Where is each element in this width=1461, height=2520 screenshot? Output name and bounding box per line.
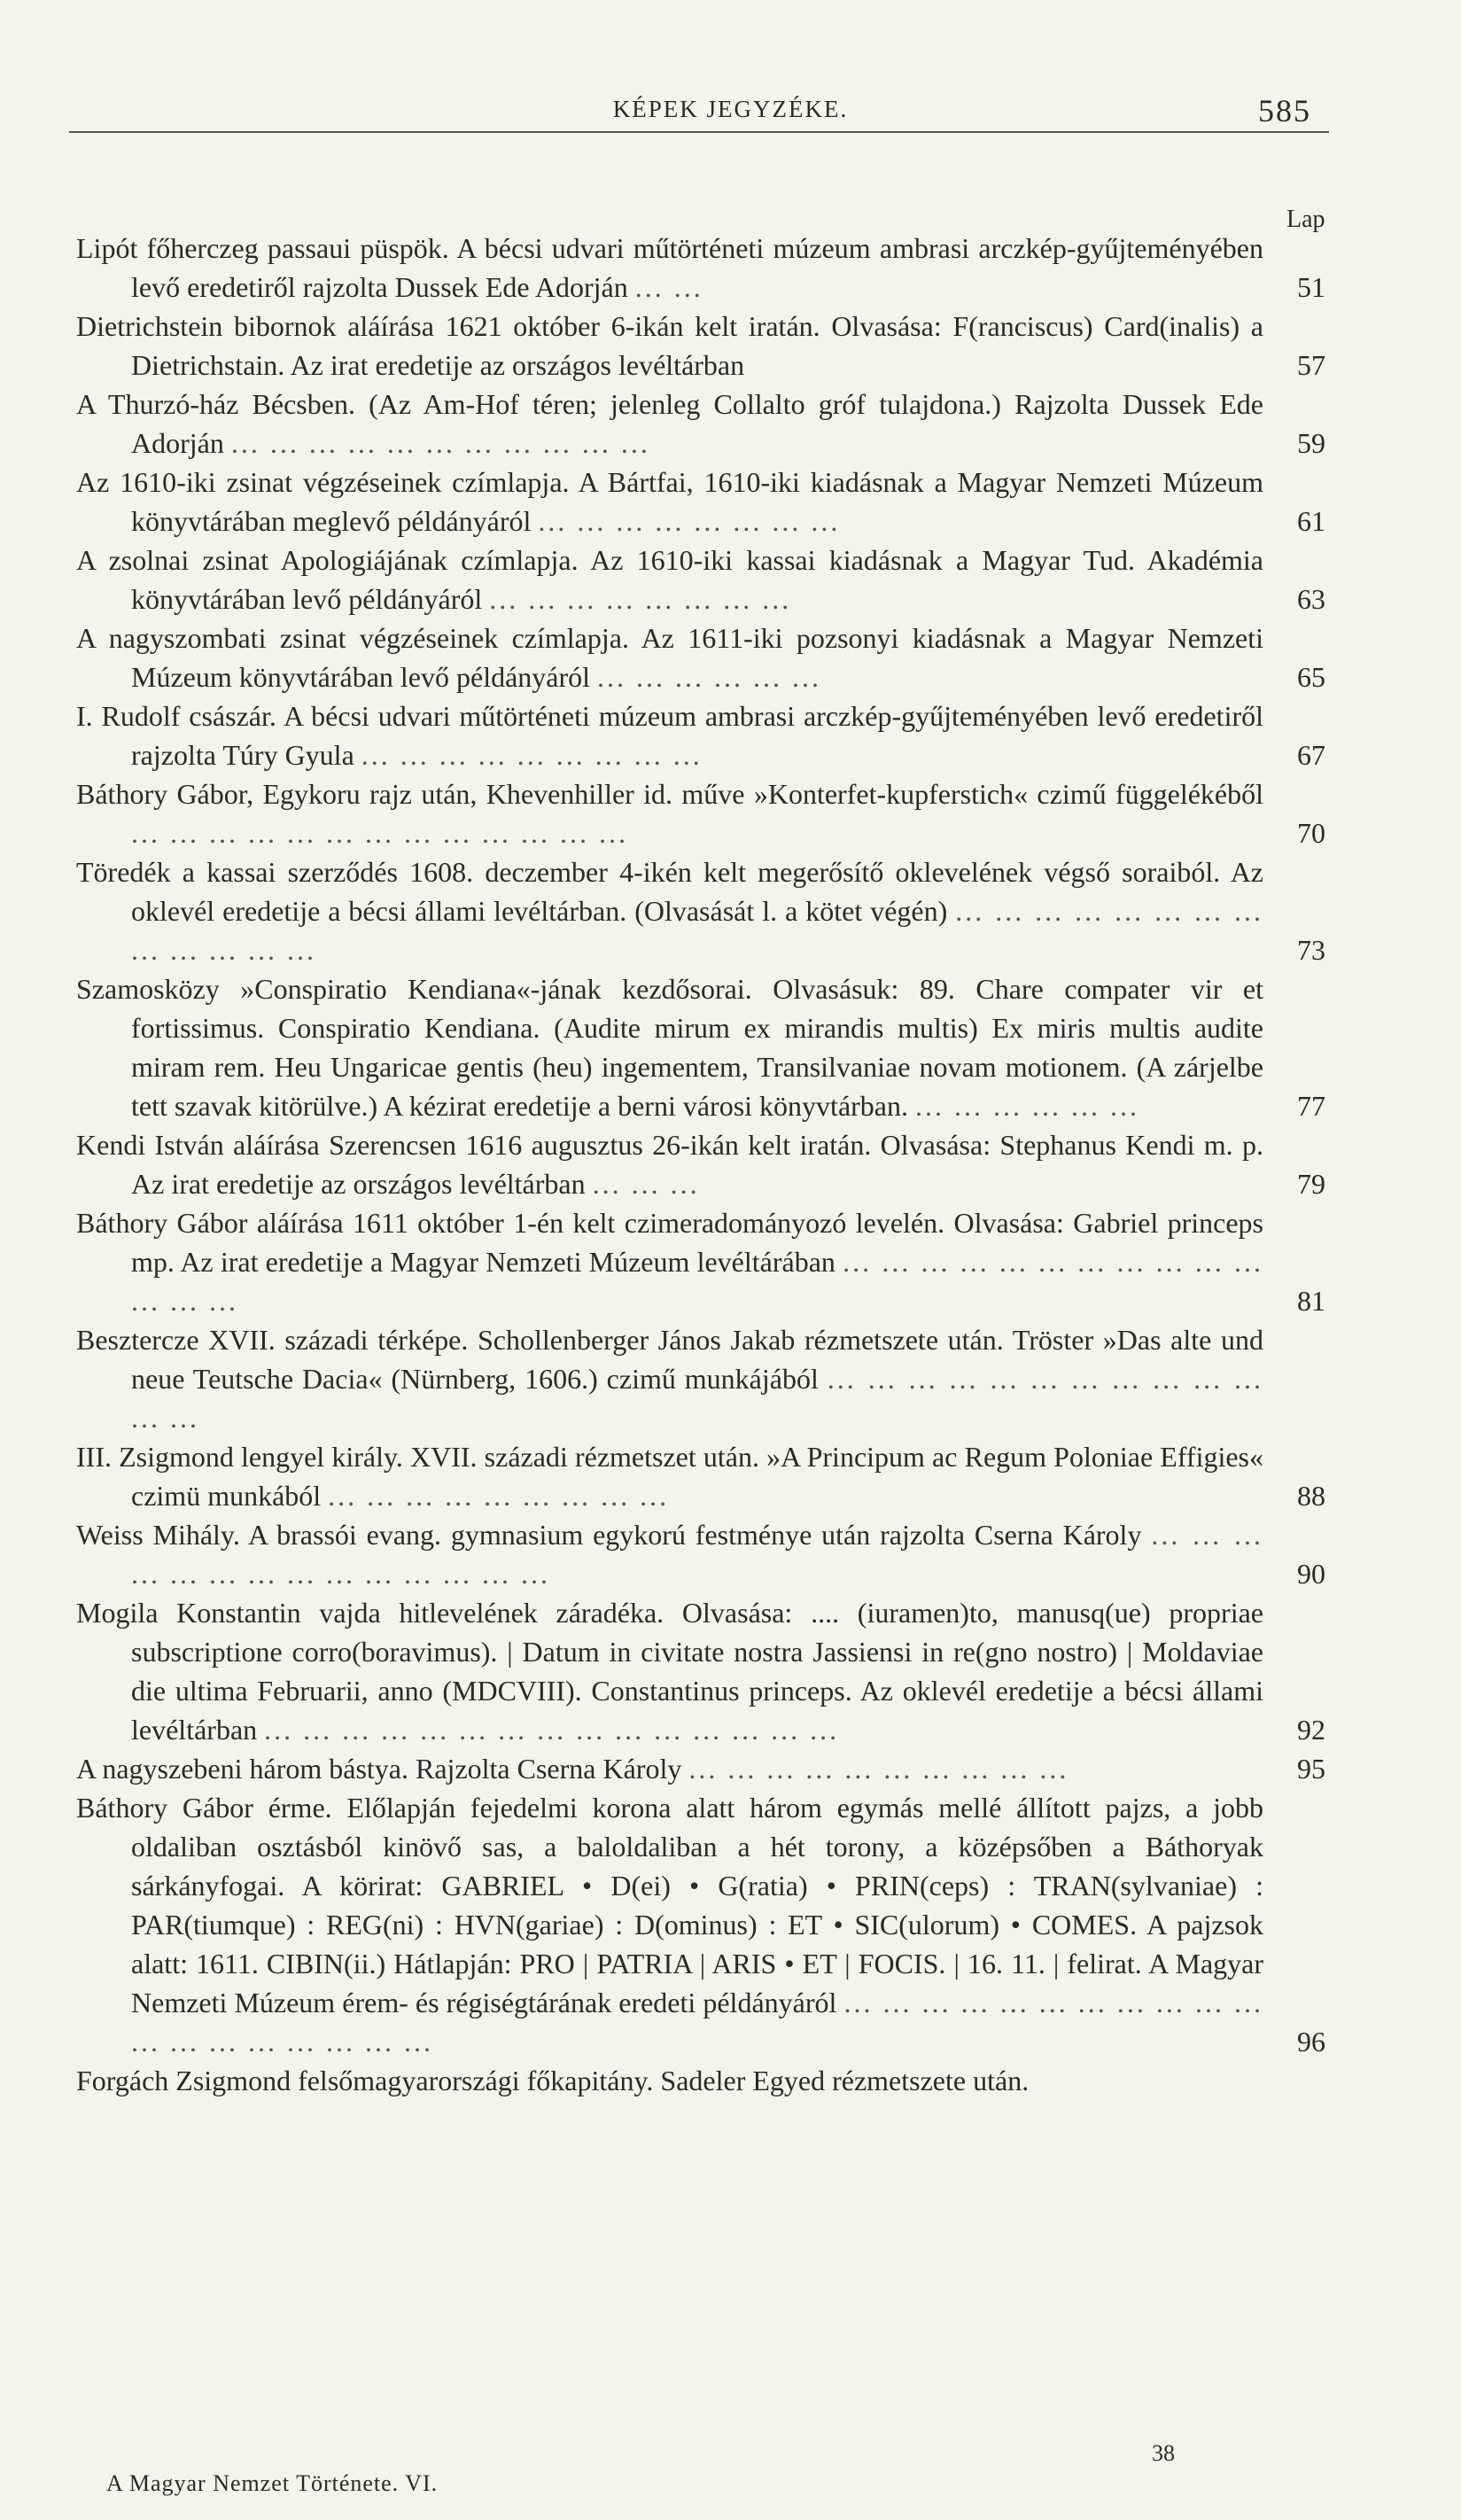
list-item: Az 1610-iki zsinat végzéseinek czímlapja. A Bártfai, 1610-iki kiadásnak a Magyar Nemzeti Múzeum könyvtárában meglevő példányáról ... ... ... ... ... ... ... ... 61 bbox=[76, 463, 1325, 541]
entry-page: 70 bbox=[1297, 817, 1325, 849]
entry-page: 79 bbox=[1297, 1168, 1325, 1200]
list-item: A nagyszebeni három bástya. Rajzolta Cserna Károly ... ... ... ... ... ... ... ... ... ... 95 bbox=[76, 1749, 1325, 1788]
entry-page: 81 bbox=[1297, 1285, 1325, 1317]
entry-page: 77 bbox=[1297, 1090, 1325, 1122]
entry-page: 67 bbox=[1297, 739, 1325, 771]
printer-signature: 38 bbox=[1152, 2440, 1175, 2466]
entry-page: 73 bbox=[1297, 934, 1325, 966]
list-item bbox=[76, 2061, 1325, 2100]
list-item: Mogila Konstantin vajda hitlevelének záradéka. Olvasása: .... (iuramen)to, manusq(ue) propriae subscriptione corro(boravimus). | Datum in civitate nostra Jassiensi in re(gno nostro) | Moldaviae die ultima Februarii, anno (MDCVIII). Constantinus princeps. Az oklevél eredetije a bécsi állami levéltárban ... ... ... ... ... ... ... ... ... ... ... ... ... ... ... 92 bbox=[76, 1593, 1325, 1749]
header-rule bbox=[69, 131, 1329, 133]
entry-text: Besztercze XVII. századi térképe. Schollenberger János Jakab rézmetszete után. Tröster »Das alte und neue Teutsche Dacia« (Nürnberg, 1606.) czimű munkájából bbox=[76, 1324, 1263, 1395]
list-item: Szamosközy »Conspiratio Kendiana«-jának kezdősorai. Olvasásuk: 89. Chare compater vir et fortissimus. Conspiratio Kendiana. (Audite mirum ex mirandis multis) Ex miris multis audite miram rem. Heu Ungaricae gentis (heu) ingementem, Transilvaniae novam motionem. (A zárjelbe tett szavak kitörülve.) A kézirat eredetije a berni városi könyvtárban. ... ... ... ... ... ... 77 bbox=[76, 969, 1325, 1125]
list-item: Lipót főherczeg passaui püspök. A bécsi udvari műtörténeti múzeum ambrasi arczkép-gyűjteményében levő eredetiről rajzolta Dussek Ede Adorján ... ... 51 bbox=[76, 229, 1325, 307]
entry-page: 90 bbox=[1297, 1558, 1325, 1590]
entry-text: A zsolnai zsinat Apologiájának czímlapja. Az 1610-iki kassai kiadásnak a Magyar Tud. Akadémia könyvtárában levő példányáról bbox=[76, 544, 1263, 615]
list-item bbox=[76, 307, 1325, 385]
entry-text: Báthory Gábor érme. Előlapján fejedelmi korona alatt három egymás mellé állított pajzs, a jobb oldaliban osztásból kinövő sas, a baloldaliban a hét torony, a középsőben a Báthoryak sárkányfogai. A körirat: GABRIEL • D(ei) • G(ratia) • PRIN(ceps) : TRAN(sylvaniae) : PAR(tiumque) : REG(ni) : HVN(gariae) : D(ominus) : ET • SIC(ulorum) • COMES. A pajzsok alatt: 1611. CIBIN(ii.) Hátlapján: PRO | PATRIA | ARIS • ET | FOCIS. | 16. 11. | felirat. A Magyar Nemzeti Múzeum érem- és régiségtárának eredeti példányáról bbox=[76, 1792, 1263, 2018]
entry-text: Báthory Gábor, Egykoru rajz után, Khevenhiller id. műve »Konterfet-kupferstich« czimű függelékéből bbox=[76, 778, 1263, 810]
entry-text: Dietrichstein bibornok aláírása 1621 október 6-ikán kelt iratán. Olvasása: F(ranciscus) Card(inalis) a Dietrichstain. Az irat eredetije az országos levéltárban bbox=[76, 310, 1263, 381]
entry-page: 65 bbox=[1297, 661, 1325, 693]
figure-list bbox=[76, 229, 1325, 2100]
list-item: Töredék a kassai szerződés 1608. deczember 4-ikén kelt megerősítő oklevelének végső soraiból. Az oklevél eredetije a bécsi állami levéltárban. (Olvasását l. a kötet végén) ... ... ... ... ... ... ... ... ... ... ... ... ... 73 bbox=[76, 852, 1325, 969]
entry-text: Szamosközy »Conspiratio Kendiana«-jának kezdősorai. Olvasásuk: 89. Chare compater vir et fortissimus. Conspiratio Kendiana. (Audite mirum ex mirandis multis) Ex miris multis audite miram rem. Heu Ungaricae gentis (heu) ingementem, Transilvaniae novam motionem. (A zárjelbe tett szavak kitörülve.) A kézirat eredetije a berni városi könyvtárban. bbox=[76, 973, 1263, 1122]
entry-text: III. Zsigmond lengyel király. XVII. századi rézmetszet után. »A Principum ac Regum Poloniae Effigies« czimü munkából bbox=[76, 1441, 1263, 1512]
entry-text: Mogila Konstantin vajda hitlevelének záradéka. Olvasása: .... (iuramen)to, manusq(ue) propriae subscriptione corro(boravimus). | Datum in civitate nostra Jassiensi in re(gno nostro) | Moldaviae die ultima Februarii, anno (MDCVIII). Constantinus princeps. Az oklevél eredetije a bécsi állami levéltárban bbox=[76, 1597, 1263, 1746]
list-item: Weiss Mihály. A brassói evang. gymnasium egykorú festménye után rajzolta Cserna Károly ... ... ... ... ... ... ... ... ... ... ... ... ... ... 90 bbox=[76, 1515, 1325, 1593]
list-item: A Thurzó-ház Bécsben. (Az Am-Hof téren; jelenleg Collalto gróf tulajdona.) Rajzolta Dussek Ede Adorján ... ... ... ... ... ... ... ... ... ... ... 59 bbox=[76, 385, 1325, 463]
entry-text: Az 1610-iki zsinat végzéseinek czímlapja. A Bártfai, 1610-iki kiadásnak a Magyar Nemzeti Múzeum könyvtárában meglevő példányáról bbox=[76, 466, 1263, 537]
page-column-label: Lap bbox=[1286, 206, 1325, 233]
entry-page: 88 bbox=[1297, 1480, 1325, 1512]
entry-page: 95 bbox=[1297, 1753, 1325, 1785]
list-item: Kendi István aláírása Szerencsen 1616 augusztus 26-ikán kelt iratán. Olvasása: Stephanus Kendi m. p. Az irat eredetije az országos levéltárban ... ... ... 79 bbox=[76, 1125, 1325, 1203]
entry-page: 51 bbox=[1297, 271, 1325, 303]
entry-text: Lipót főherczeg passaui püspök. A bécsi udvari műtörténeti múzeum ambrasi arczkép-gyűjteményében levő eredetiről rajzolta Dussek Ede Adorján bbox=[76, 232, 1263, 303]
entry-text: Töredék a kassai szerződés 1608. deczember 4-ikén kelt megerősítő oklevelének végső soraiból. Az oklevél eredetije a bécsi állami levéltárban. (Olvasását l. a kötet végén) bbox=[76, 856, 1263, 927]
entry-text: Weiss Mihály. A brassói evang. gymnasium egykorú festménye után rajzolta Cserna Károly bbox=[76, 1519, 1142, 1551]
entry-text: A nagyszebeni három bástya. Rajzolta Cserna Károly bbox=[76, 1753, 682, 1785]
entry-page: 92 bbox=[1297, 1714, 1325, 1746]
entry-page: 57 bbox=[1297, 349, 1325, 381]
entry-text: A Thurzó-ház Bécsben. (Az Am-Hof téren; jelenleg Collalto gróf tulajdona.) Rajzolta Dussek Ede Adorján bbox=[76, 388, 1263, 459]
entry-text: I. Rudolf császár. A bécsi udvari műtörténeti múzeum ambrasi arczkép-gyűjteményében levő eredetiről rajzolta Túry Gyula bbox=[76, 700, 1263, 771]
list-item: A nagyszombati zsinat végzéseinek czímlapja. Az 1611-iki pozsonyi kiadásnak a Magyar Nemzeti Múzeum könyvtárában levő példányáról ... ... ... ... ... ... 65 bbox=[76, 618, 1325, 696]
entry-text: A nagyszombati zsinat végzéseinek czímlapja. Az 1611-iki pozsonyi kiadásnak a Magyar Nemzeti Múzeum könyvtárában levő példányáról bbox=[76, 622, 1263, 693]
running-head: KÉPEK JEGYZÉKE. bbox=[612, 96, 849, 122]
footer-note: A Magyar Nemzet Története. VI. bbox=[106, 2470, 439, 2496]
list-item: III. Zsigmond lengyel király. XVII. századi rézmetszet után. »A Principum ac Regum Poloniae Effigies« czimü munkából ... ... ... ... ... ... ... ... ... 88 bbox=[76, 1437, 1325, 1515]
list-item: Báthory Gábor aláírása 1611 október 1-én kelt czimeradományozó levelén. Olvasása: Gabriel princeps mp. Az irat eredetije a Magyar Nemzeti Múzeum levéltárában ... ... ... ... ... ... ... ... ... ... ... ... ... ... 81 bbox=[76, 1203, 1325, 1320]
entry-text: Forgách Zsigmond felsőmagyarországi főkapitány. Sadeler Egyed rézmetszete után. bbox=[76, 2065, 1030, 2096]
entry-text: Báthory Gábor aláírása 1611 október 1-én kelt czimeradományozó levelén. Olvasása: Gabriel princeps mp. Az irat eredetije a Magyar Nemzeti Múzeum levéltárában bbox=[76, 1207, 1263, 1278]
entry-text: Kendi István aláírása Szerencsen 1616 augusztus 26-ikán kelt iratán. Olvasása: Stephanus Kendi m. p. Az irat eredetije az országos levéltárban bbox=[76, 1129, 1263, 1200]
list-item: Besztercze XVII. századi térképe. Schollenberger János Jakab rézmetszete után. Tröster »Das alte und neue Teutsche Dacia« (Nürnberg, 1606.) czimű munkájából ... ... ... ... ... ... ... ... ... ... ... ... ... bbox=[76, 1324, 1263, 1434]
entry-page: 96 bbox=[1297, 2026, 1325, 2057]
page-number: 585 bbox=[1258, 93, 1311, 128]
list-item: A zsolnai zsinat Apologiájának czímlapja. Az 1610-iki kassai kiadásnak a Magyar Tud. Akadémia könyvtárában levő példányáról ... ... ... ... ... ... ... ... 63 bbox=[76, 541, 1325, 618]
entry-page: 59 bbox=[1297, 427, 1325, 459]
list-item: Báthory Gábor érme. Előlapján fejedelmi korona alatt három egymás mellé állított pajzs, a jobb oldaliban osztásból kinövő sas, a baloldaliban a hét torony, a középsőben a Báthoryak sárkányfogai. A körirat: GABRIEL • D(ei) • G(ratia) • PRIN(ceps) : TRAN(sylvaniae) : PAR(tiumque) : REG(ni) : HVN(gariae) : D(ominus) : ET • SIC(ulorum) • COMES. A pajzsok alatt: 1611. CIBIN(ii.) Hátlapján: PRO | PATRIA | ARIS • ET | FOCIS. | 16. 11. | felirat. A Magyar Nemzeti Múzeum érem- és régiségtárának eredeti példányáról ... ... ... ... ... ... ... ... ... ... ... ... ... ... ... ... ... ... ... 96 bbox=[76, 1788, 1325, 2061]
entry-page: 61 bbox=[1297, 505, 1325, 537]
list-item: I. Rudolf császár. A bécsi udvari műtörténeti múzeum ambrasi arczkép-gyűjteményében levő eredetiről rajzolta Túry Gyula ... ... ... ... ... ... ... ... ... 67 bbox=[76, 696, 1325, 774]
list-item: Báthory Gábor, Egykoru rajz után, Khevenhiller id. műve »Konterfet-kupferstich« czimű függelékéből ... ... ... ... ... ... ... ... ... ... ... ... ... 70 bbox=[76, 774, 1325, 852]
entry-page: 63 bbox=[1297, 583, 1325, 615]
